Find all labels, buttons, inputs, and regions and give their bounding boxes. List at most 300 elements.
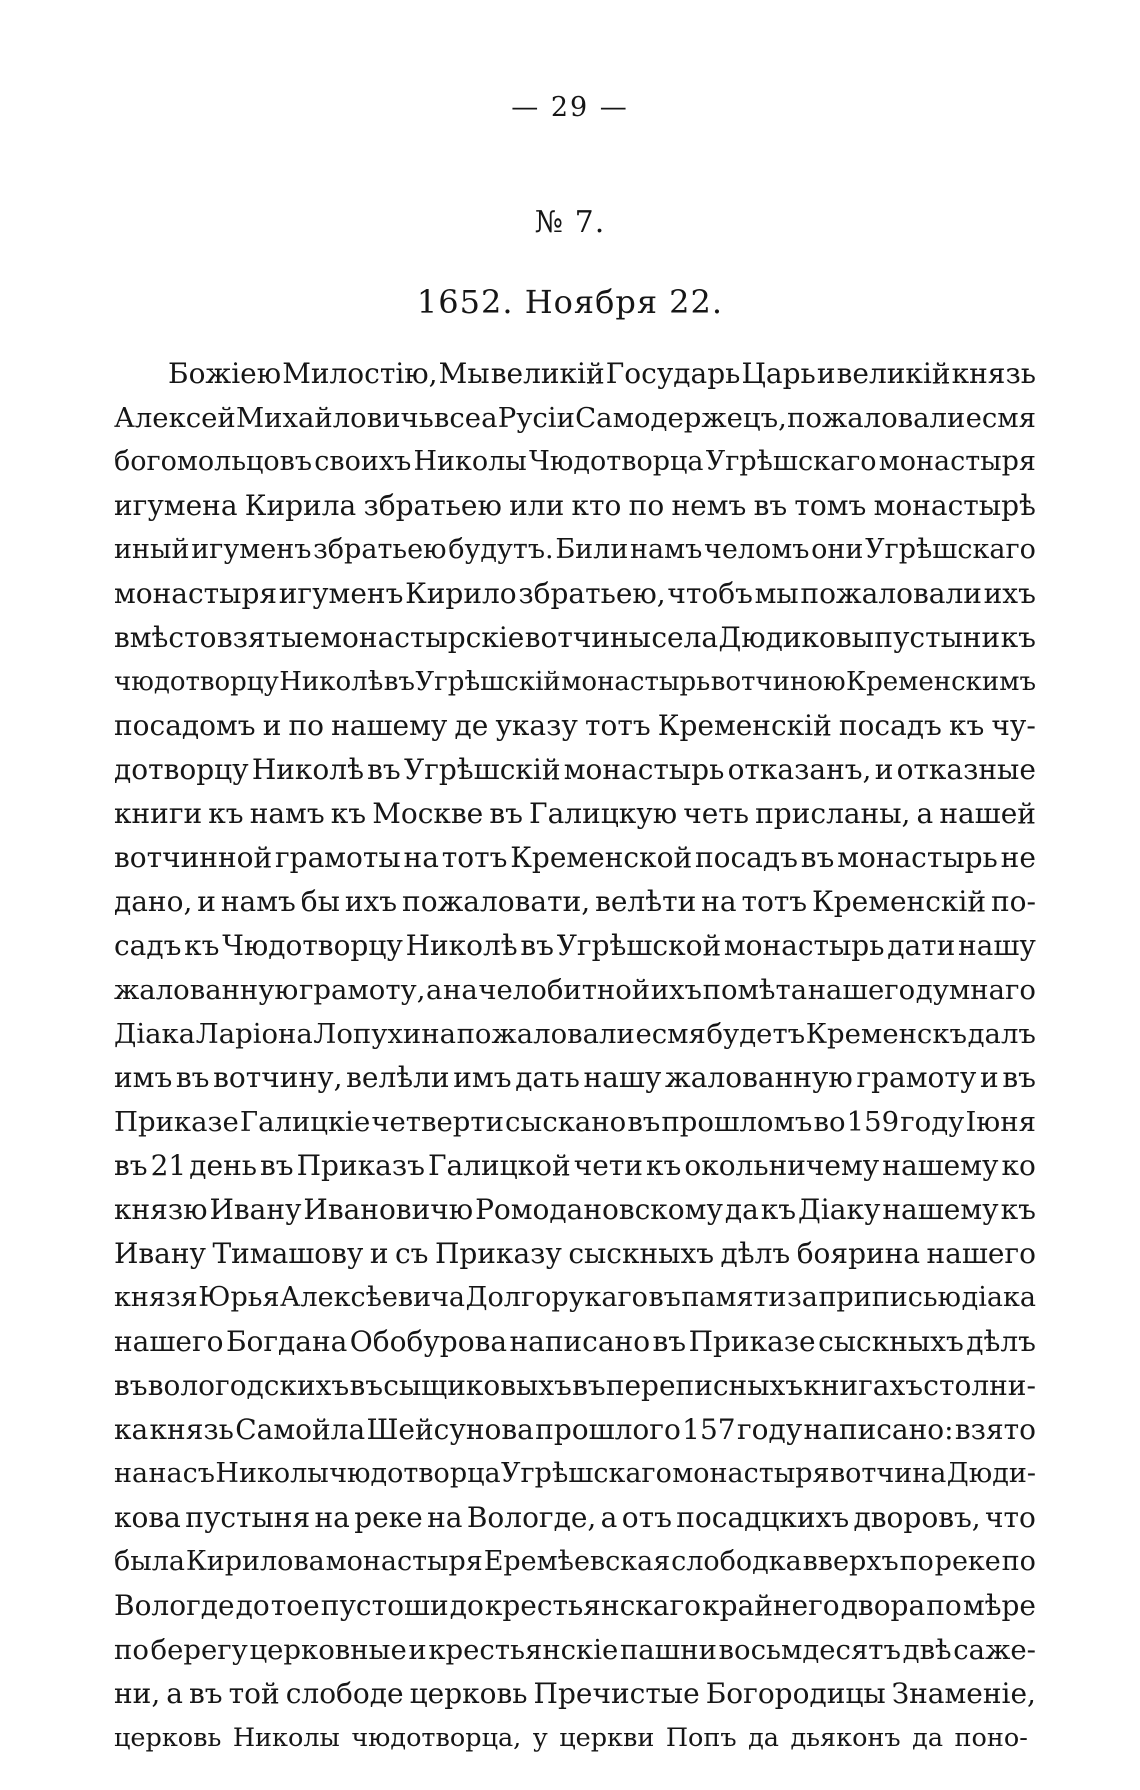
word: вотчина xyxy=(829,1458,947,1489)
word: Лопухина xyxy=(313,1018,456,1050)
word: отъ xyxy=(621,1501,672,1534)
word: тотъ xyxy=(741,885,808,918)
word: збратьею xyxy=(363,489,502,522)
word: нашему xyxy=(882,1149,999,1182)
word: тотъ xyxy=(441,841,508,874)
word: написано xyxy=(509,1325,651,1358)
word: игуменъ xyxy=(278,577,404,610)
word: нашу xyxy=(583,1061,662,1094)
text-line xyxy=(114,1584,1036,1628)
text-line xyxy=(114,484,1036,528)
word: томъ xyxy=(794,489,867,522)
word: князя xyxy=(114,1282,198,1313)
word: Угрѣшскаго xyxy=(501,1458,672,1489)
word: реке xyxy=(934,1546,1001,1577)
word: села xyxy=(651,621,719,654)
word: церковь xyxy=(409,1677,528,1710)
page-number: — 29 — xyxy=(511,92,629,123)
word: ни, xyxy=(114,1677,161,1710)
text-line xyxy=(114,704,1036,748)
word: Пречистые xyxy=(533,1677,700,1710)
text-line xyxy=(114,1452,1036,1496)
word: а xyxy=(600,1501,618,1534)
word: вотчины xyxy=(524,621,651,654)
word: всеа xyxy=(433,402,498,434)
word: слободка xyxy=(671,1546,802,1577)
word: великій xyxy=(836,357,951,390)
word: вологодскихъ xyxy=(147,1369,350,1402)
text-line xyxy=(114,1320,1036,1364)
word: Шейсунова xyxy=(366,1413,534,1446)
word: сыскныхъ xyxy=(568,1237,715,1270)
word: написано: xyxy=(803,1413,954,1446)
word: до xyxy=(449,1589,484,1622)
word: будутъ. xyxy=(448,534,554,565)
word: нашему xyxy=(882,1193,999,1226)
word: жалованную xyxy=(665,1061,853,1094)
word: Николѣ xyxy=(279,667,384,697)
word: дьяконъ xyxy=(790,1723,901,1753)
word: въ xyxy=(753,489,788,522)
word: Кирилова xyxy=(185,1546,325,1577)
word: ихъ xyxy=(344,885,398,918)
word: тое xyxy=(270,1589,320,1622)
word: къ xyxy=(760,1193,797,1226)
word: Ивану xyxy=(114,1237,207,1270)
word: въ xyxy=(1002,1061,1036,1094)
word: дотворцу xyxy=(114,753,249,786)
word: чюдотворца xyxy=(329,1458,501,1489)
text-line xyxy=(114,660,1036,704)
word: Угрѣшскій xyxy=(415,667,561,697)
text-line xyxy=(114,528,1036,572)
word: книгахъ xyxy=(803,1369,924,1402)
word: переписныхъ xyxy=(605,1369,804,1402)
word: иный xyxy=(114,534,190,565)
word: была xyxy=(114,1546,185,1577)
word: Еремѣевская xyxy=(483,1546,671,1577)
word: Юрья xyxy=(198,1282,280,1313)
word: Іюня xyxy=(965,1106,1036,1138)
word: монастырѣ xyxy=(873,489,1036,522)
word: Приказе xyxy=(114,1106,239,1138)
word: въ xyxy=(175,1061,210,1094)
word: Ромодановскому xyxy=(475,1193,723,1226)
word: збратьею xyxy=(313,534,447,565)
word: Діаку xyxy=(798,1193,881,1226)
word: взято xyxy=(954,1413,1036,1446)
word: двора xyxy=(840,1589,926,1622)
word: игуменъ xyxy=(191,534,312,565)
word: четь xyxy=(683,797,750,830)
word: по xyxy=(114,1634,149,1666)
text-line xyxy=(114,1232,1036,1276)
word: Вологде, xyxy=(466,1501,597,1534)
word: а xyxy=(166,1677,183,1710)
word: мы xyxy=(754,577,799,610)
word: Кирило xyxy=(405,577,517,610)
word: Били xyxy=(555,534,629,565)
word: дать xyxy=(515,1061,580,1094)
word: въ xyxy=(114,1149,148,1182)
word: вмѣсто xyxy=(114,621,217,654)
text-line xyxy=(114,748,1036,792)
word: къ xyxy=(330,797,367,830)
word: Галицкой xyxy=(427,1149,571,1182)
word: вотчинной xyxy=(114,841,273,874)
word: сыскныхъ xyxy=(818,1325,964,1358)
text-line xyxy=(114,616,1036,660)
word: пожаловати, xyxy=(402,885,591,918)
word: прошлого xyxy=(535,1413,681,1446)
word: приписью xyxy=(818,1282,962,1313)
word: и xyxy=(369,1237,389,1270)
word: ко xyxy=(1001,1149,1036,1182)
word: поно- xyxy=(954,1723,1028,1753)
word: дворовъ, xyxy=(853,1501,981,1534)
document-number: № 7. xyxy=(534,205,606,240)
word: Дюдиковы xyxy=(718,621,874,654)
word: а xyxy=(426,974,443,1006)
word: Богдана xyxy=(225,1325,348,1358)
word: въ xyxy=(114,1369,148,1402)
word: присланы, xyxy=(755,797,911,830)
word: по- xyxy=(990,885,1036,918)
word: монастырь xyxy=(837,841,998,874)
text-line xyxy=(114,924,1036,968)
word: Чюдотворца xyxy=(529,446,704,477)
word: Ивану xyxy=(209,1193,302,1226)
word: жалованную xyxy=(114,974,299,1006)
word: есмя xyxy=(635,1018,706,1050)
word: бы xyxy=(300,885,340,918)
word: той xyxy=(228,1677,280,1710)
word: пустыни xyxy=(874,621,1001,654)
word: отказанъ, xyxy=(727,753,872,786)
word: чюдотворца, xyxy=(351,1723,522,1753)
word: помѣта xyxy=(702,974,808,1006)
word: далъ xyxy=(967,1018,1036,1050)
word: посадцкихъ xyxy=(676,1501,850,1534)
word: посадъ xyxy=(694,841,798,874)
text-line xyxy=(114,352,1036,396)
word: вотчиною xyxy=(710,667,846,697)
word: дѣлъ xyxy=(966,1325,1036,1358)
word: на xyxy=(314,1501,350,1534)
word: чу- xyxy=(991,709,1036,742)
word: Кирила xyxy=(244,489,357,522)
word: Кременскимъ xyxy=(846,667,1036,697)
word: велѣли xyxy=(346,1061,450,1094)
word: да xyxy=(912,1723,944,1753)
text-line xyxy=(114,1672,1036,1716)
word: что xyxy=(985,1501,1036,1534)
word: грамоту xyxy=(856,1061,977,1094)
word: кова xyxy=(114,1501,181,1534)
word: за xyxy=(787,1282,818,1313)
word: чети xyxy=(573,1149,643,1182)
word: и xyxy=(197,885,216,918)
word: Кременскій xyxy=(657,709,832,742)
word: въ xyxy=(800,841,835,874)
word: крайнего xyxy=(702,1589,840,1622)
word: богомольцовъ xyxy=(114,446,313,477)
word: въ xyxy=(489,797,523,830)
word: въ xyxy=(572,1369,606,1402)
word: Богородицы xyxy=(705,1677,886,1710)
word: на xyxy=(443,974,478,1006)
word: челобитной xyxy=(478,974,651,1006)
word: Дюди- xyxy=(946,1458,1036,1489)
word: дѣлъ xyxy=(720,1237,791,1270)
word: къ xyxy=(184,929,220,962)
word: у xyxy=(532,1723,548,1753)
word: Михайловичь xyxy=(235,402,434,434)
word: монастырскіе xyxy=(320,621,525,654)
text-line xyxy=(114,572,1036,616)
word: 21 xyxy=(150,1149,187,1182)
word: есмя xyxy=(965,402,1036,434)
word: нашей xyxy=(939,797,1036,830)
word: Долгорукаго xyxy=(465,1282,648,1313)
word: сыскано xyxy=(505,1106,627,1138)
word: году xyxy=(900,1106,965,1138)
word: діака xyxy=(961,1282,1036,1313)
word: Кременскъ xyxy=(805,1018,968,1050)
word: Приказъ xyxy=(296,1149,425,1182)
word: Николѣ xyxy=(251,753,364,786)
word: намъ xyxy=(220,885,296,918)
text-line xyxy=(114,1012,1036,1056)
word: пожаловали xyxy=(787,402,966,434)
word: Кременской xyxy=(510,841,693,874)
word: де xyxy=(454,709,489,742)
word: монастырь xyxy=(563,753,725,786)
word: пустыня xyxy=(185,1501,311,1534)
word: пустоши xyxy=(320,1589,449,1622)
word: Приказе xyxy=(688,1325,816,1358)
word: они xyxy=(811,534,864,565)
text-line xyxy=(114,1188,1036,1232)
word: Государь xyxy=(605,357,741,390)
word: въ xyxy=(349,1369,384,1402)
text-line xyxy=(114,1408,1036,1452)
text-line xyxy=(114,1056,1036,1100)
word: въ xyxy=(652,1325,687,1358)
word: дано, xyxy=(114,885,193,918)
word: Алексѣевича xyxy=(280,1282,466,1313)
word: пожаловали xyxy=(456,1018,635,1050)
text-line xyxy=(114,1364,1036,1408)
word: пашни xyxy=(619,1634,717,1666)
word: къ xyxy=(1000,621,1036,654)
word: и xyxy=(874,753,894,786)
word: Николы xyxy=(413,446,527,477)
word: ихъ xyxy=(983,577,1036,610)
text-line xyxy=(114,1144,1036,1188)
word: и xyxy=(262,709,282,742)
word: двѣ xyxy=(902,1634,952,1666)
word: имъ xyxy=(114,1061,173,1094)
word: реке xyxy=(354,1501,423,1534)
word: Царь xyxy=(741,357,816,390)
word: отказные xyxy=(896,753,1036,786)
word: Николы xyxy=(232,1723,340,1753)
word: будетъ xyxy=(706,1018,806,1050)
word: Чюдотворцу xyxy=(222,929,403,962)
word: сыщиковыхъ xyxy=(383,1369,572,1402)
word: указу xyxy=(495,709,578,742)
word: Москве xyxy=(372,797,484,830)
word: монастыря xyxy=(114,577,278,610)
word: нашего xyxy=(114,1325,224,1358)
word: четверти xyxy=(371,1106,504,1138)
word: въ xyxy=(260,1149,294,1182)
word: на xyxy=(701,885,737,918)
word: чтобъ xyxy=(667,577,753,610)
word: по xyxy=(1001,1546,1036,1577)
word: посадомъ xyxy=(114,709,256,742)
word: Самодержецъ, xyxy=(575,402,787,434)
text-line xyxy=(114,1716,1036,1760)
word: намъ xyxy=(249,797,325,830)
word: по xyxy=(288,709,325,742)
word: къ xyxy=(208,797,244,830)
word: въ xyxy=(367,753,401,786)
word: вверхъ xyxy=(802,1546,899,1577)
word: Угрѣшскаго xyxy=(705,446,877,477)
word: по xyxy=(628,489,665,522)
word: своихъ xyxy=(314,446,412,477)
word: Угрѣшскій xyxy=(403,753,561,786)
word: нашу xyxy=(958,929,1036,962)
word: окольничему xyxy=(684,1149,880,1182)
word: думнаго xyxy=(915,974,1036,1006)
word: кто xyxy=(571,489,622,522)
word: церкви xyxy=(559,1723,655,1753)
word: день xyxy=(189,1149,257,1182)
word: въ xyxy=(520,929,554,962)
text-line xyxy=(114,396,1036,440)
document-date: 1652. Ноября 22. xyxy=(416,283,724,321)
word: церковные xyxy=(249,1634,407,1666)
word: по xyxy=(899,1546,934,1577)
text-line xyxy=(114,1100,1036,1144)
word: Милостію, xyxy=(282,357,438,390)
word: Угрѣшской xyxy=(556,929,722,962)
word: вотчину, xyxy=(213,1061,343,1094)
word: въ xyxy=(189,1677,223,1710)
word: князь xyxy=(951,357,1036,390)
word: въ xyxy=(383,667,415,697)
word: Обобурова xyxy=(349,1325,508,1358)
text-line xyxy=(114,1540,1036,1584)
word: Кременскій xyxy=(812,885,987,918)
word: да xyxy=(748,1723,779,1753)
word: Ларіона xyxy=(195,1018,313,1050)
word: велѣти xyxy=(595,885,697,918)
word: челомъ xyxy=(704,534,810,565)
word: князь xyxy=(149,1413,234,1446)
word: Мы xyxy=(438,357,490,390)
word: году xyxy=(736,1413,803,1446)
word: Божіею xyxy=(168,357,282,390)
word: Діака xyxy=(114,1018,196,1050)
word: по xyxy=(926,1589,962,1622)
text-line xyxy=(114,1628,1036,1672)
word: дати xyxy=(887,929,956,962)
word: насъ xyxy=(148,1458,215,1489)
word: Николы xyxy=(215,1458,329,1489)
word: Ивановичю xyxy=(303,1193,474,1226)
word: крестьянскаго xyxy=(484,1589,702,1622)
word: Русіи xyxy=(497,402,575,434)
word: и xyxy=(979,1061,999,1094)
document-body xyxy=(114,352,1036,1760)
word: игумена xyxy=(114,489,238,522)
word: да xyxy=(724,1193,759,1226)
word: церковь xyxy=(114,1723,222,1753)
word: къ xyxy=(645,1149,682,1182)
word: или xyxy=(509,489,565,522)
word: Галицкіе xyxy=(239,1106,371,1138)
word: столни- xyxy=(923,1369,1036,1402)
word: Приказу xyxy=(434,1237,562,1270)
word: монастыря xyxy=(325,1546,483,1577)
word: на xyxy=(403,841,439,874)
word: на xyxy=(427,1501,463,1534)
word: въ xyxy=(627,1106,661,1138)
word: нашего xyxy=(926,1237,1036,1270)
word: а xyxy=(916,797,934,830)
word: Алексей xyxy=(114,402,236,434)
word: саже- xyxy=(953,1634,1036,1666)
word: съ xyxy=(394,1237,429,1270)
text-line xyxy=(114,968,1036,1012)
word: Галицкую xyxy=(529,797,678,830)
word: Тимашову xyxy=(212,1237,364,1270)
word: грамоты xyxy=(274,841,401,874)
word: ихъ xyxy=(650,974,703,1006)
word: чюдотворцу xyxy=(114,667,279,697)
word: къ xyxy=(1000,1193,1036,1226)
word: посадъ xyxy=(838,709,942,742)
word: князю xyxy=(114,1193,208,1226)
word: Вологде xyxy=(114,1589,235,1622)
word: берегу xyxy=(150,1634,248,1666)
word: садъ xyxy=(114,929,182,962)
word: мѣре xyxy=(962,1589,1036,1622)
word: боярина xyxy=(796,1237,921,1270)
word: монастыря xyxy=(878,446,1036,477)
word: великій xyxy=(490,357,605,390)
word: во xyxy=(813,1106,846,1138)
word: къ xyxy=(948,709,985,742)
word: имъ xyxy=(453,1061,512,1094)
word: монастырь xyxy=(723,929,885,962)
text-line xyxy=(114,1496,1036,1540)
word: ка xyxy=(114,1413,149,1446)
word: памяти xyxy=(681,1282,787,1313)
word: и xyxy=(816,357,836,390)
word: крестьянскіе xyxy=(428,1634,619,1666)
text-line xyxy=(114,440,1036,484)
word: не xyxy=(1000,841,1036,874)
word: въ xyxy=(648,1282,681,1313)
word: грамоту, xyxy=(298,974,426,1006)
word: Николѣ xyxy=(405,929,518,962)
word: 159 xyxy=(846,1106,900,1138)
